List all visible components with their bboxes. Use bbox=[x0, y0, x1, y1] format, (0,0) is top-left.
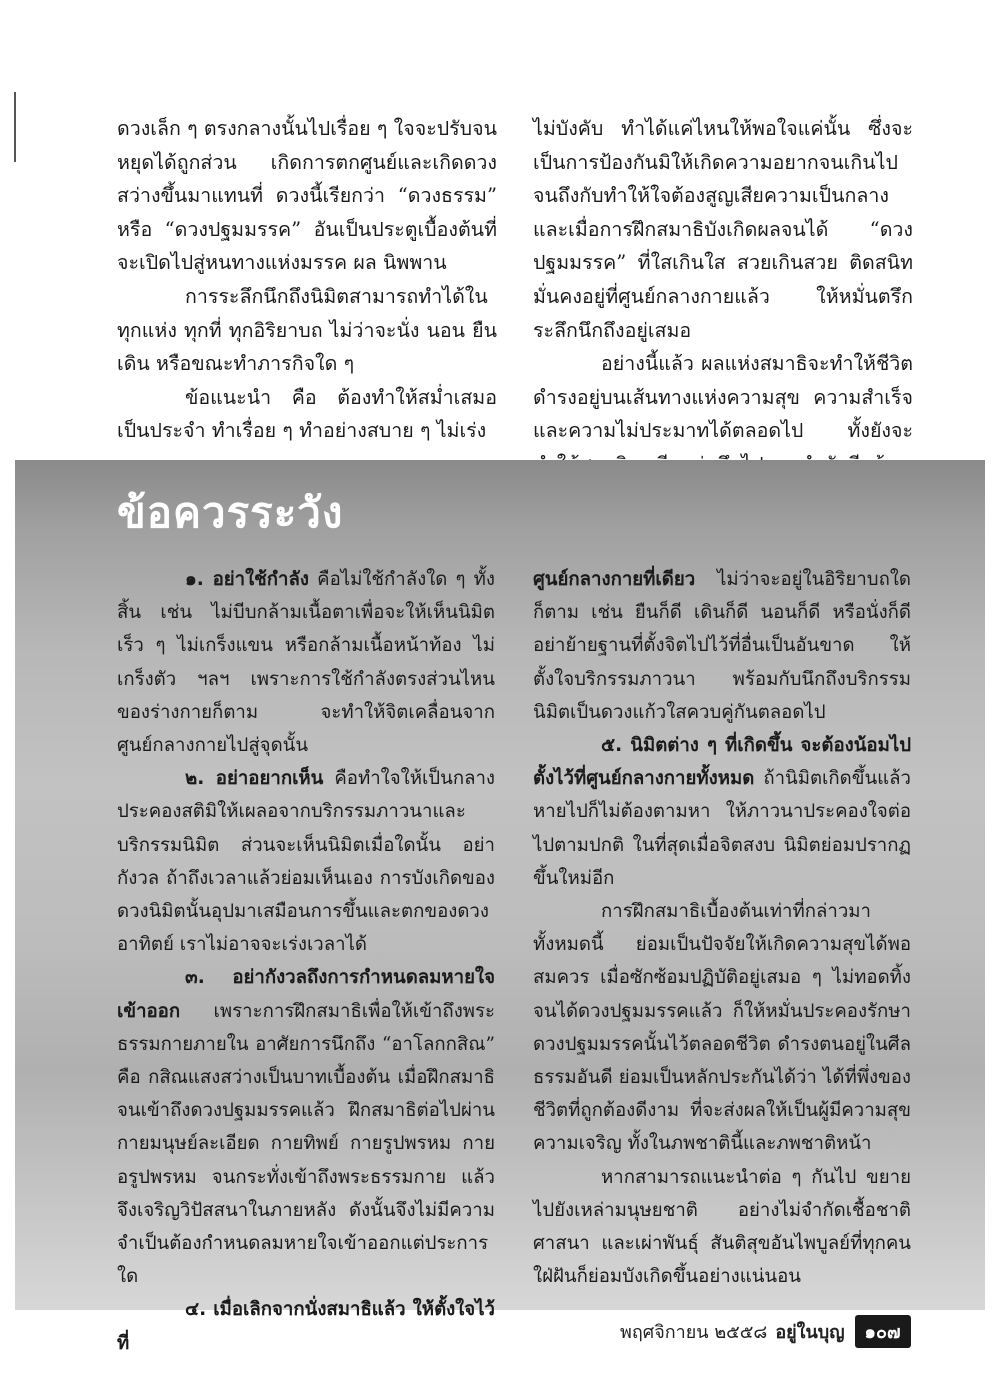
issue-date: พฤศจิกายน ๒๕๕๘ bbox=[620, 1321, 768, 1343]
top-right-column bbox=[533, 112, 913, 482]
paragraph: ข้อแนะนำ คือ ต้องทำให้สม่ำเสมอเป็นประจำ ทำเรื่อย ๆ ทำอย่างสบาย ๆ ไม่เร่ง bbox=[117, 385, 497, 443]
caution-left-column bbox=[117, 563, 495, 1360]
caution-heading: ๒. อย่าอยากเห็น bbox=[185, 768, 324, 790]
caution-heading: ๔. เมื่อเลิกจากนั่งสมาธิแล้ว ให้ตั้งใจไว้ที่ bbox=[117, 1299, 495, 1354]
paragraph: อย่างนี้แล้ว ผลแห่งสมาธิจะทำให้ชีวิตดำรงอยู่บนเส้นทางแห่งความสุข ความสำเร็จและความไม่ประมาทได้ตลอดไป ทั้งยังจะ bbox=[533, 352, 913, 443]
caution-heading: ๑. อย่าใช้กำลัง bbox=[185, 569, 309, 590]
paragraph: หากสามารถแนะนำต่อ ๆ กันไป ขยายไปยังเหล่ามนุษยชาติ อย่างไม่จำกัดเชื้อชาติ ศาสนา และเผ่าพันธุ์ สันติสุขอันไพบูลย์ที่ทุกคนใฝ่ฝันก็ย่อมบังเกิดขึ้นอย่างแน่นอน bbox=[533, 1166, 911, 1288]
caution-item-1 bbox=[117, 563, 495, 762]
caution-text: ถ้านิมิตเกิดขึ้นแล้วหายไปก็ไม่ต้องตามหา ให้ภาวนาประคองใจต่อไปตามปกติ ในที่สุดเมื่อจิตสงบ นิมิตย่อมปรากฏขึ้นใหม่อีก bbox=[533, 768, 911, 889]
paragraph: ไม่บังคับ ทำได้แค่ไหนให้พอใจแค่นั้น ซึ่งจะเป็นการป้องกันมิให้เกิดความอยากจนเกินไป จนถึงกับทำให้ใจต้องสูญเสียความเป็นกลาง และเมื่อการฝึกสมาธิบังเกิดผลจนได้ “ดวงปฐมมรรค” ที่ใสเกินใส สวยเกินสวย ติดสนิทมั่นคงอยู่ที่ศูนย์กลางกายแล้ว ให้หมั่นตรึกระลึกนึกถึงอยู่เสมอ bbox=[533, 117, 913, 342]
top-left-column bbox=[117, 112, 497, 448]
caution-text: ไม่ว่าจะอยู่ในอิริยาบถใดก็ตาม เช่น ยืนก็ดี เดินก็ดี นอนก็ดี หรือนั่งก็ดี อย่าย้ายฐานที่ตั้งจิตไปไว้ที่อื่นเป็นอันขาด ให้ตั้งใจบริกรรมภาวนา พร้อมกับนึกถึงบริกรรมนิมิตเป็นดวงแก้วใสควบคู่กันตลอดไป bbox=[533, 569, 911, 723]
paragraph: การระลึกนึกถึงนิมิตสามารถทำได้ในทุกแห่ง ทุกที่ ทุกอิริยาบถ ไม่ว่าจะนั่ง นอน ยืน เดิน หรือขณะทำภารกิจใด ๆ bbox=[117, 284, 497, 376]
page-number: ๑๐๗ bbox=[855, 1315, 911, 1348]
caution-heading: ศูนย์กลางกายที่เดียว bbox=[533, 569, 696, 590]
page-footer bbox=[620, 1316, 911, 1346]
paragraph: การฝึกสมาธิเบื้องต้นเท่าที่กล่าวมาทั้งหมดนี้ ย่อมเป็นปัจจัยให้เกิดความสุขได้พอสมควร เมื่อซักซ้อมปฏิบัติอยู่เสมอ ๆ ไม่ทอดทิ้งจนได้ดวงปฐมมรรคแล้ว ก็ให้หมั่นประคองรักษาดวงปฐมมรรคนั้นไว้ตลอดชีวิต ดำรงตนอยู่ในศีลธรรมอันดี ย่อมเป็นหลักประกันได้ว่า ได้ที่พึ่งของชีวิตที่ถูกต้องดีงาม ที่จะส่งผลให้เป็นผู้มีความสุขความเจริญ ทั้งในภพชาตินี้และภพชาติหน้า bbox=[533, 901, 911, 1155]
magazine-name: อยู่ในบุญ bbox=[775, 1321, 845, 1343]
caution-text: เพราะการฝึกสมาธิเพื่อให้เข้าถึงพระธรรมกายภายใน อาศัยการนึกถึง “อาโลกกสิณ” คือ กสิณแสงสว่างเป็นบาทเบื้องต้น เมื่อฝึกสมาธิจนเข้าถึงดวงปฐมมรรคแล้ว ฝึกสมาธิต่อไปผ่านกายมนุษย์ละเอียด กายทิพย์ กายรูปพรหม กายอรูปพรหม จนกระทั่งเข้าถึงพระธรรมกาย แล้วจึงเจริญวิปัสสนาในภายหลัง ดังนั้นจึงไม่มีความจำเป็นต้องกำหนดลมหายใจเข้าออกแต่ประการใด bbox=[117, 1000, 495, 1288]
margin-marker bbox=[14, 92, 16, 162]
paragraph: ดวงเล็ก ๆ ตรงกลางนั้นไปเรื่อย ๆ ใจจะปรับจนหยุดได้ถูกส่วน เกิดการตกศูนย์และเกิดดวงสว่างขึ้นมาแทนที่ ดวงนี้เรียกว่า “ดวงธรรม” หรือ “ดวงปฐมมรรค” อันเป็นประตูเบื้องต้นที่จะเปิดไปสู่หนทางแห่งมรรค ผล นิพพาน bbox=[117, 117, 497, 275]
caution-text: คือทำใจให้เป็นกลาง ประคองสติมิให้เผลอจากบริกรรมภาวนาและบริกรรมนิมิต ส่วนจะเห็นนิมิตเมื่อใดนั้น อย่ากังวล ถ้าถึงเวลาแล้วย่อมเห็นเอง การบังเกิดของดวงนิมิตนั้นอุปมาเสมือนการขึ้นและตกของดวงอาทิตย์ เราไม่อาจจะเร่งเวลาได้ bbox=[117, 768, 495, 956]
caution-item-2 bbox=[117, 762, 495, 961]
caution-item-4 bbox=[117, 1293, 495, 1359]
caution-heading: ๕. นิมิตต่าง ๆ ที่เกิดขึ้น จะต้องน้อมไปตั้งไว้ที่ศูนย์กลางกายทั้งหมด bbox=[533, 735, 911, 790]
caution-item-5 bbox=[533, 729, 911, 895]
caution-item-3 bbox=[117, 961, 495, 1293]
section-title: ข้อควรระวัง bbox=[117, 488, 344, 537]
caution-text: คือไม่ใช้กำลังใด ๆ ทั้งสิ้น เช่น ไม่บีบกล้ามเนื้อตาเพื่อจะให้เห็นนิมิตเร็ว ๆ ไม่เกร็งแขน หรือกล้ามเนื้อหน้าท้อง ไม่เกร็งตัว ฯลฯ เพราะการใช้กำลังตรงส่วนไหนของร่างกายก็ตาม จะทำให้จิตเคลื่อนจากศูนย์กลางกายไปสู่จุดนั้น bbox=[117, 569, 495, 757]
caution-heading: ๓. อย่ากังวลถึงการกำหนดลมหายใจเข้าออก bbox=[117, 967, 495, 1022]
caution-right-column bbox=[533, 563, 911, 1293]
caution-item-4-cont bbox=[533, 563, 911, 729]
